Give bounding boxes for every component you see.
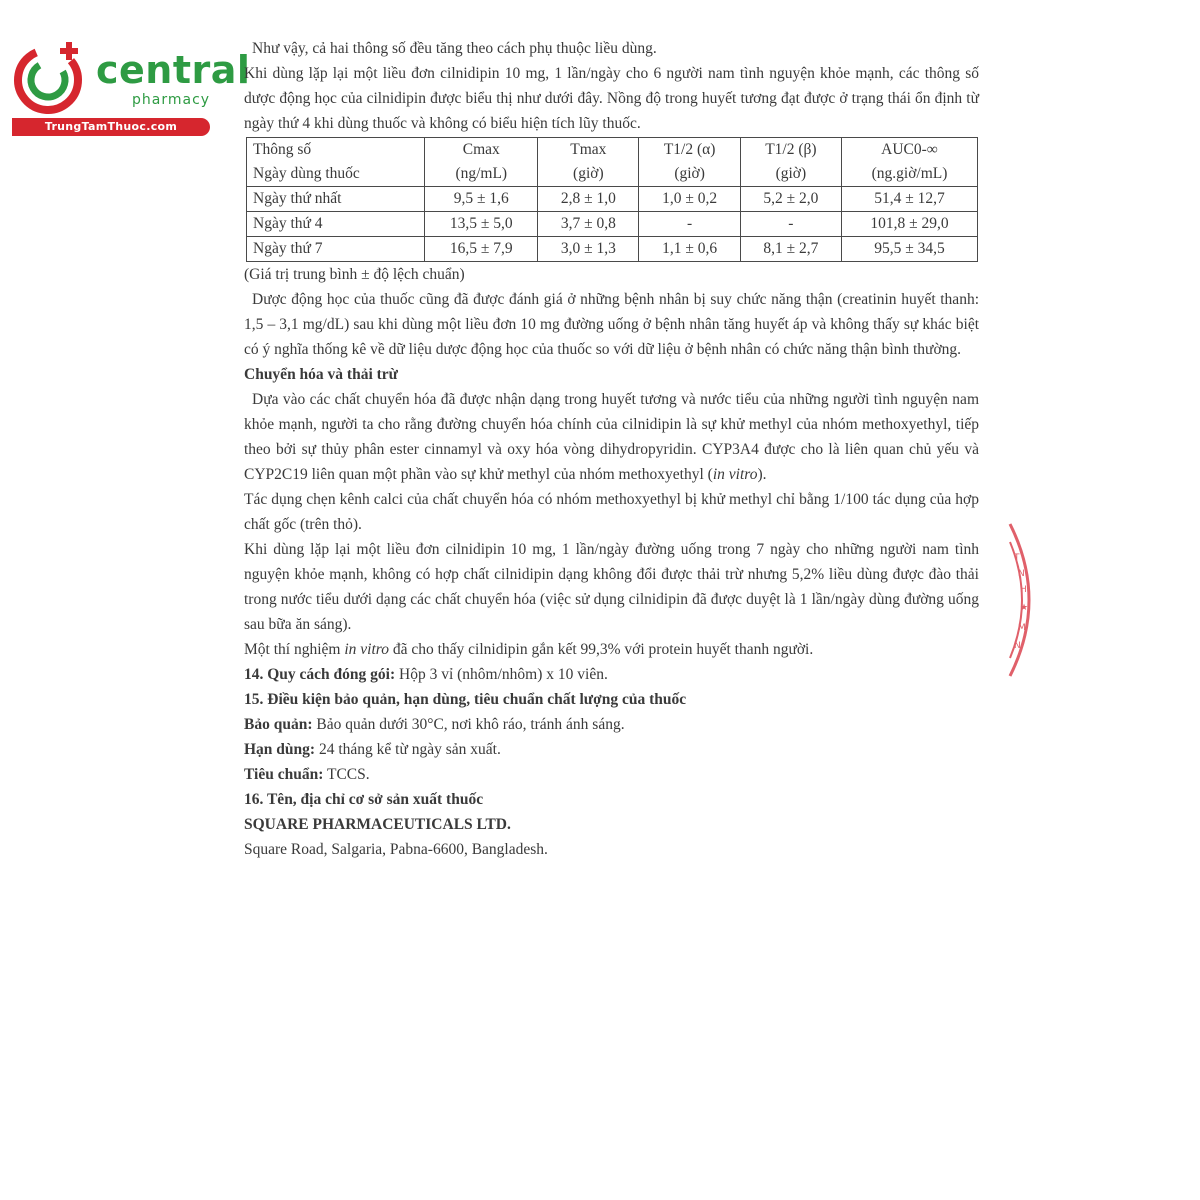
document-body xyxy=(244,36,979,862)
table-note: (Giá trị trung bình ± độ lệch chuẩn) xyxy=(244,266,465,283)
metabolism-paragraph-2: Tác dụng chẹn kênh calci của chất chuyển hóa có nhóm methoxyethyl bị khử methyl chỉ bằng 1/100 tác dụng của hợp chất gốc (trên thỏ). xyxy=(244,491,979,533)
brand-logo xyxy=(10,36,251,136)
svg-text:H: H xyxy=(1020,585,1027,595)
metabolism-paragraph-4: Một thí nghiệm in vitro đã cho thấy cilnidipin gắn kết 99,3% với protein huyết thanh người. xyxy=(244,641,814,658)
renal-paragraph: Dược động học của thuốc cũng đã được đánh giá ở những bệnh nhân bị suy chức năng thận (creatinin huyết thanh: 1,5 – 3,1 mg/dL) sau khi dùng một liều đơn 10 mg đường uống ở bệnh nhân tăng huyết áp và không thấy sự khác biệt có ý nghĩa thống kê về dữ liệu dược động học của thuốc so với dữ liệu ở bệnh nhân có chức năng thận bình thường. xyxy=(244,291,979,358)
section-14-packaging: 14. Quy cách đóng gói: Hộp 3 vỉ (nhôm/nhôm) x 10 viên. xyxy=(244,666,608,683)
table-cell: - xyxy=(639,212,740,237)
table-cell: 1,0 ± 0,2 xyxy=(639,187,740,212)
metabolism-paragraph-3: Khi dùng lặp lại một liều đơn cilnidipin 10 mg, 1 lần/ngày đường uống trong 7 ngày cho những người nam tình nguyện khỏe mạnh, không có hợp chất cilnidipin dạng không đổi được thải trừ nhưng 5,2% liều dùng được đào thải trong nước tiểu dưới dạng các chất chuyển hóa (việc sử dụng cilnidipin đã được duyệt là 1 lần/ngày dùng đường uống sau bữa ăn sáng). xyxy=(244,541,979,633)
intro-paragraph-2: Khi dùng lặp lại một liều đơn cilnidipin 10 mg, 1 lần/ngày cho 6 người nam tình nguyện khỏe mạnh, các thông số dược động học của cilnidipin được biểu thị như dưới đây. Nồng độ trong huyết tương đạt được ở trạng thái ổn định từ ngày thứ 4 khi dùng thuốc và không có biểu hiện tích lũy thuốc. xyxy=(244,65,979,132)
table-header-cmax: Cmax (ng/mL) xyxy=(425,138,538,187)
table-row xyxy=(247,212,978,237)
table-header-t-half-beta: T1/2 (β) (giờ) xyxy=(740,138,841,187)
table-header-t-half-alpha: T1/2 (α) (giờ) xyxy=(639,138,740,187)
table-cell: 5,2 ± 2,0 xyxy=(740,187,841,212)
expiry-line: Hạn dùng: 24 tháng kể từ ngày sản xuất. xyxy=(244,741,501,758)
logo-website-band: TrungTamThuoc.com xyxy=(12,118,210,136)
table-cell: 8,1 ± 2,7 xyxy=(740,237,841,262)
table-cell: 101,8 ± 29,0 xyxy=(842,212,978,237)
table-row xyxy=(247,237,978,262)
logo-subtitle: pharmacy xyxy=(132,92,211,108)
table-cell: 1,1 ± 0,6 xyxy=(639,237,740,262)
header-parameter: Thông số xyxy=(253,141,312,158)
svg-text:T: T xyxy=(1014,553,1020,563)
table-header-first xyxy=(247,138,425,187)
table-cell: 13,5 ± 5,0 xyxy=(425,212,538,237)
table-header-row xyxy=(247,138,978,187)
svg-text:★: ★ xyxy=(1020,603,1029,613)
table-cell: 51,4 ± 12,7 xyxy=(842,187,978,212)
section-15-heading: 15. Điều kiện bảo quản, hạn dùng, tiêu chuẩn chất lượng của thuốc xyxy=(244,691,687,708)
table-cell: 16,5 ± 7,9 xyxy=(425,237,538,262)
svg-text:N: N xyxy=(1014,641,1021,651)
table-cell: 95,5 ± 34,5 xyxy=(842,237,978,262)
table-cell: 3,7 ± 0,8 xyxy=(538,212,639,237)
row-label: Ngày thứ 4 xyxy=(247,212,425,237)
standard-line: Tiêu chuẩn: TCCS. xyxy=(244,766,370,783)
stamp-seal-icon xyxy=(1008,520,1038,680)
header-day: Ngày dùng thuốc xyxy=(253,165,360,182)
table-cell: 9,5 ± 1,6 xyxy=(425,187,538,212)
table-row xyxy=(247,187,978,212)
row-label: Ngày thứ nhất xyxy=(247,187,425,212)
logo-name: central xyxy=(96,48,251,92)
svg-text:M: M xyxy=(1018,623,1026,633)
central-pharmacy-logo-icon xyxy=(10,36,90,116)
pharmacokinetics-table xyxy=(246,137,978,262)
metabolism-heading: Chuyển hóa và thải trừ xyxy=(244,366,398,383)
storage-line: Bảo quản: Bảo quản dưới 30°C, nơi khô ráo, tránh ánh sáng. xyxy=(244,716,625,733)
table-header-tmax: Tmax (giờ) xyxy=(538,138,639,187)
intro-paragraph-1: Như vậy, cả hai thông số đều tăng theo cách phụ thuộc liều dùng. xyxy=(252,40,657,57)
metabolism-paragraph-1: Dựa vào các chất chuyển hóa đã được nhận dạng trong huyết tương và nước tiểu của những người tình nguyện nam khỏe mạnh, người ta cho rằng đường chuyển hóa chính của cilnidipin là sự khử methyl của nhóm methoxyethyl, tiếp theo bởi sự thủy phân ester cinnamyl và oxy hóa vòng dihydropyridin. CYP3A4 được cho là liên quan chủ yếu và CYP2C19 liên quan một phần vào sự khử methyl của nhóm methoxyethyl (in vitro). xyxy=(244,391,979,483)
row-label: Ngày thứ 7 xyxy=(247,237,425,262)
table-cell: - xyxy=(740,212,841,237)
table-cell: 2,8 ± 1,0 xyxy=(538,187,639,212)
section-16-heading: 16. Tên, địa chỉ cơ sở sản xuất thuốc xyxy=(244,791,484,808)
table-header-auc: AUC0-∞ (ng.giờ/mL) xyxy=(842,138,978,187)
table-cell: 3,0 ± 1,3 xyxy=(538,237,639,262)
manufacturer-address: Square Road, Salgaria, Pabna-6600, Bangladesh. xyxy=(244,841,548,858)
svg-text:N: N xyxy=(1018,569,1025,579)
manufacturer-name: SQUARE PHARMACEUTICALS LTD. xyxy=(244,816,511,833)
